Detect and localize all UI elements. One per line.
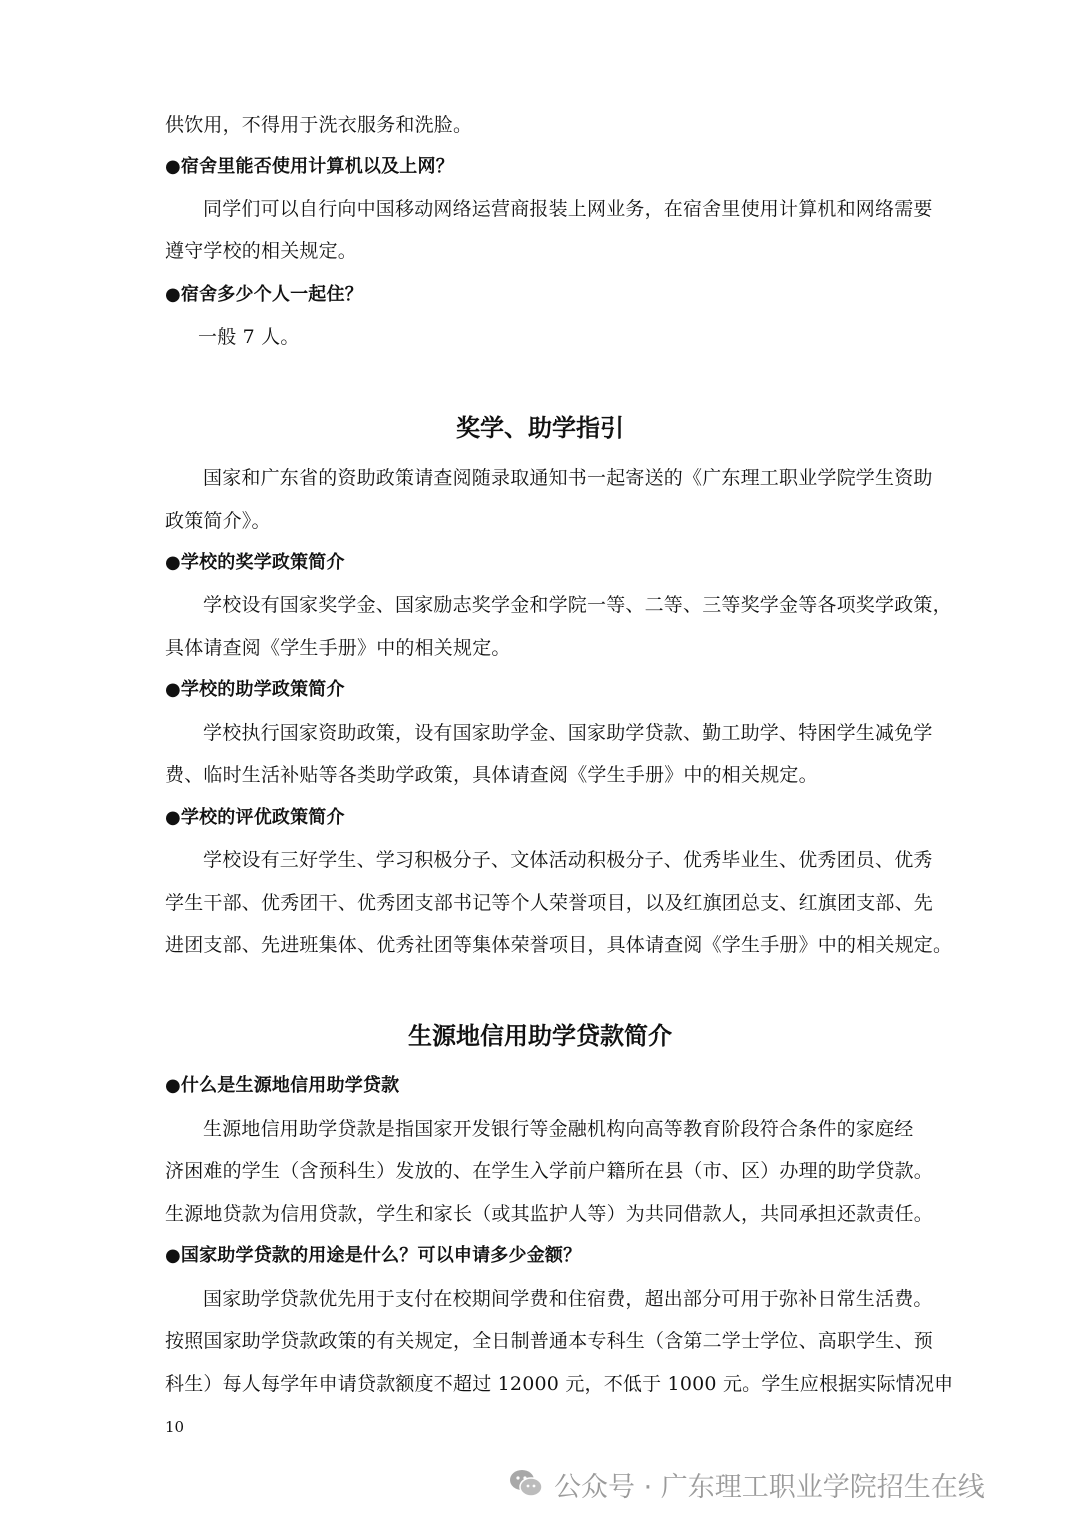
paragraph-line: 学校执行国家资助政策，设有国家助学金、国家助学贷款、勤工助学、特困学生减免学 [203,722,933,744]
watermark [508,1466,985,1502]
paragraph-line: 生源地贷款为信用贷款，学生和家长（或其监护人等）为共同借款人，共同承担还款责任。 [165,1203,934,1225]
paragraph-line: 供饮用，不得用于洗衣服务和洗脸。 [165,114,473,136]
paragraph-line: 生源地信用助学贷款是指国家开发银行等金融机构向高等教育阶段符合条件的家庭经 [203,1118,914,1140]
paragraph-line: 学校设有三好学生、学习积极分子、文体活动积极分子、优秀毕业生、优秀团员、优秀 [203,849,933,871]
paragraph-line: 遵守学校的相关规定。 [165,240,358,262]
paragraph-line: 科生）每人每学年申请贷款额度不超过 12000 元，不低于 1000 元。学生应根据实际情况申 [165,1373,954,1395]
paragraph-line: 费、临时生活补贴等各类助学政策，具体请查阅《学生手册》中的相关规定。 [165,764,818,786]
watermark-text: 公众号 · 广东理工职业学院招生在线 [554,1471,985,1503]
paragraph-line: 济困难的学生（含预科生）发放的、在学生入学前户籍所在县（市、区）办理的助学贷款。 [165,1160,934,1182]
question-heading: ●学校的评优政策简介 [165,807,345,828]
question-heading: ●国家助学贷款的用途是什么？可以申请多少金额？ [165,1245,582,1266]
paragraph-line: 国家助学贷款优先用于支付在校期间学费和住宿费，超出部分可用于弥补日常生活费。 [203,1288,933,1310]
question-heading: ●学校的奖学政策简介 [165,552,345,573]
paragraph-line: 一般 7 人。 [198,326,300,348]
paragraph-line: 进团支部、先进班集体、优秀社团等集体荣誉项目，具体请查阅《学生手册》中的相关规定。 [165,934,953,956]
page-number: 10 [165,1418,185,1436]
question-heading: ●什么是生源地信用助学贷款 [165,1075,400,1096]
question-heading: ●宿舍多少个人一起住？ [165,284,363,305]
question-heading: ●宿舍里能否使用计算机以及上网？ [165,156,454,177]
paragraph-line: 学生干部、优秀团干、优秀团支部书记等个人荣誉项目，以及红旗团总支、红旗团支部、先 [165,892,934,914]
paragraph-line: 国家和广东省的资助政策请查阅随录取通知书一起寄送的《广东理工职业学院学生资助 [203,467,933,489]
paragraph-line: 同学们可以自行向中国移动网络运营商报装上网业务，在宿舍里使用计算机和网络需要 [203,198,933,220]
wechat-icon [508,1468,544,1500]
section-title: 生源地信用助学贷款简介 [408,1022,672,1050]
paragraph-line: 具体请查阅《学生手册》中的相关规定。 [165,637,511,659]
paragraph-line: 政策简介》。 [165,510,271,532]
paragraph-line: 学校设有国家奖学金、国家励志奖学金和学院一等、二等、三等奖学金等各项奖学政策， [203,594,952,616]
section-title: 奖学、助学指引 [456,414,624,442]
question-heading: ●学校的助学政策简介 [165,679,345,700]
paragraph-line: 按照国家助学贷款政策的有关规定，全日制普通本专科生（含第二学士学位、高职学生、预 [165,1330,934,1352]
